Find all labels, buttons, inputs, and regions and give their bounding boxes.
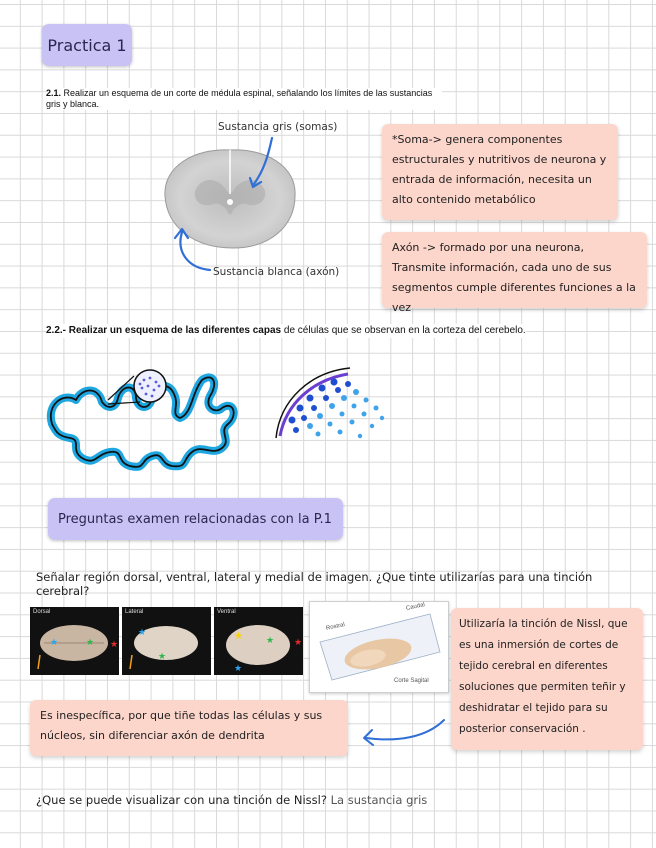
label-white-matter: Sustancia blanca (axón) [213, 266, 340, 278]
brain-panel-dorsal: Dorsal ★ ★ ★ [30, 607, 119, 675]
svg-text:★: ★ [138, 628, 147, 638]
brain-dorsal-image [30, 607, 119, 675]
note-nissl: Utilizaría la tinción de Nissl, que es una inmersión de cortes de tejido cerebral en diferentes soluciones que permiten teñir y deshidratar el tejido para su posterior conservación . [451, 608, 643, 750]
cortex-layers-diagram [270, 360, 395, 445]
svg-text:★: ★ [50, 638, 59, 648]
sagittal-cut-image: Rostral Caudal Corte Sagital [309, 601, 449, 693]
section-title: Preguntas examen relacionadas con la P.1 [48, 498, 343, 540]
question-2: ¿Que se puede visualizar con una tinción de Nissl? La sustancia gris [36, 793, 428, 807]
svg-text:★: ★ [86, 638, 95, 648]
note-axon: Axón -> formado por una neurona, Transmite información, cada uno de sus segmentos cumple diferentes funciones a la vez [382, 232, 647, 308]
note-nonspecific: Es inespecífica, por que tiñe todas las células y sus núcleos, sin diferenciar axón de dendrita [30, 700, 348, 756]
arrow-icon [240, 134, 280, 194]
task-2-2: 2.2.- Realizar un esquema de las diferentes capas de células que se observan en la corteza del cerebelo. [46, 325, 526, 336]
arrow-icon [356, 716, 448, 750]
svg-text:★: ★ [234, 631, 243, 642]
question-1: Señalar región dorsal, ventral, lateral y medial de imagen. ¿Que tinte utilizarías para una tinción cerebral? [36, 570, 593, 598]
note-soma: *Soma-> genera componentes estructurales y nutritivos de neurona y entrada de información, necesita un alto contenido metabólico [382, 124, 618, 220]
svg-text:★: ★ [234, 664, 243, 674]
page-title: Practica 1 [42, 24, 132, 66]
label-gray-matter: Sustancia gris (somas) [218, 121, 338, 133]
svg-text:★: ★ [158, 652, 167, 662]
brain-panel-ventral: Ventral ★ ★ ★ ★ [214, 607, 303, 675]
task-2-1: 2.1. Realizar un esquema de un corte de médula espinal, señalando los límites de las sustancias gris y blanca. [46, 88, 442, 110]
brain-panel-lateral: Lateral ★ ★ [122, 607, 211, 675]
svg-text:★: ★ [266, 636, 275, 646]
svg-text:★: ★ [110, 640, 119, 650]
cerebellum-diagram [42, 362, 242, 472]
svg-text:★: ★ [294, 638, 303, 648]
brain-lateral-image [122, 607, 211, 675]
brain-ventral-image [214, 607, 303, 675]
